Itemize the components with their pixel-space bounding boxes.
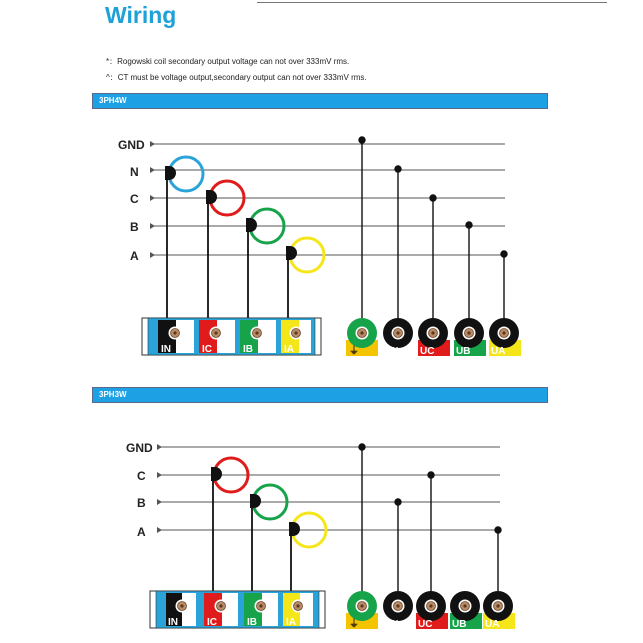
voltage-terminal-uc xyxy=(416,591,448,630)
terminal-label-ia: IA xyxy=(284,344,294,355)
terminal-label-un: UN xyxy=(384,346,399,357)
diagram-3ph3w xyxy=(126,441,515,630)
terminal-label-ub: UB xyxy=(456,346,471,357)
line-label-c: C xyxy=(130,192,139,206)
terminal-label-ib: IB xyxy=(243,344,253,355)
terminal-label-ub: UB xyxy=(452,619,467,630)
terminal-label-ib: IB xyxy=(247,617,257,628)
current-terminal-ia xyxy=(283,593,313,628)
terminal-label-gnd: ⏚ xyxy=(349,619,359,630)
line-label-b: B xyxy=(130,220,139,234)
current-terminal-ia xyxy=(281,320,311,355)
line-label-c: C xyxy=(137,469,146,483)
line-label-b: B xyxy=(137,496,146,510)
line-label-a: A xyxy=(130,249,139,263)
current-terminal-in xyxy=(158,320,194,355)
section-label: 3PH3W xyxy=(99,390,127,399)
terminal-label-ua: UA xyxy=(491,346,506,357)
voltage-terminal-gnd xyxy=(346,318,378,357)
current-terminal-ic xyxy=(199,320,235,355)
voltage-terminal-ub xyxy=(454,318,486,357)
voltage-terminal-gnd xyxy=(346,591,378,630)
page-title: Wiring xyxy=(105,2,177,28)
voltage-terminal-un xyxy=(383,318,413,357)
terminal-label-ua: UA xyxy=(485,619,500,630)
terminal-label-ic: IC xyxy=(207,617,217,628)
terminal-label-un: UN xyxy=(384,619,399,630)
terminal-label-uc: UC xyxy=(418,619,433,630)
note-rogowski: *：Rogowski coil secondary output voltage can not over 333mV rms. xyxy=(106,57,350,66)
section-label: 3PH4W xyxy=(99,96,127,105)
line-label-n: N xyxy=(130,165,139,179)
voltage-terminal-ua xyxy=(483,591,515,630)
diagram-3ph4w xyxy=(118,137,521,357)
current-terminal-in xyxy=(166,593,196,628)
voltage-terminal-ua xyxy=(489,318,521,357)
note-ct: ^：CT must be voltage output,secondary output can not over 333mV rms. xyxy=(106,73,367,82)
terminal-label-uc: UC xyxy=(420,346,435,357)
line-label-gnd: GND xyxy=(118,138,145,152)
terminal-label-in: IN xyxy=(168,617,178,628)
terminal-label-ia: IA xyxy=(286,617,296,628)
current-terminal-ib xyxy=(244,593,278,628)
line-label-a: A xyxy=(137,525,146,539)
voltage-terminal-uc xyxy=(418,318,450,357)
line-label-gnd: GND xyxy=(126,441,153,455)
terminal-label-ic: IC xyxy=(202,344,212,355)
terminal-label-gnd: ⏚ xyxy=(349,346,359,357)
voltage-terminal-ub xyxy=(450,591,482,630)
voltage-terminal-un xyxy=(383,591,413,630)
current-terminal-ic xyxy=(204,593,238,628)
current-terminal-ib xyxy=(240,320,276,355)
terminal-label-in: IN xyxy=(161,344,171,355)
